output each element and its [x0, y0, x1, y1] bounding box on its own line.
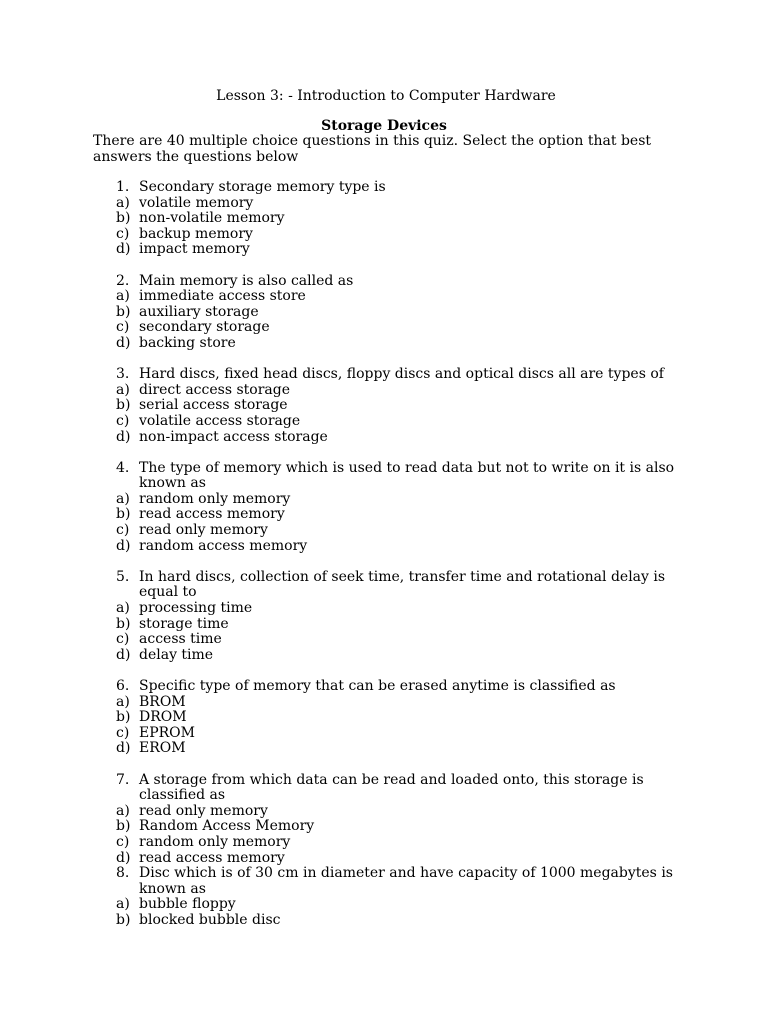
option-text: secondary storage	[139, 319, 270, 336]
question-number: 7.	[116, 771, 130, 788]
answer-option	[0, 523, 768, 539]
option-label: a)	[116, 802, 130, 819]
answer-option	[0, 305, 768, 321]
option-text: non-impact access storage	[139, 428, 328, 445]
answer-option	[0, 398, 768, 414]
answer-option	[0, 227, 768, 243]
intro-text: There are 40 multiple choice questions in this quiz. Select the option that best answers the questions below	[93, 133, 652, 165]
question-number: 8.	[116, 865, 130, 882]
question-text: Main memory is also called as	[139, 272, 354, 289]
answer-option	[0, 804, 768, 820]
option-text: delay time	[139, 646, 214, 663]
answer-option	[0, 383, 768, 399]
option-label: b)	[116, 709, 131, 726]
lesson-title: Lesson 3: - Introduction to Computer Hardware	[216, 88, 556, 104]
option-label: c)	[116, 724, 130, 741]
question-number: 5.	[116, 568, 130, 585]
option-label: b)	[116, 397, 131, 414]
question-stem	[0, 274, 768, 290]
question-text: The type of memory which is used to read data but not to write on it is also known as	[139, 459, 675, 492]
option-label: b)	[116, 303, 131, 320]
question-text: In hard discs, collection of seek time, transfer time and rotational delay is equal to	[139, 568, 666, 601]
option-text: read access memory	[139, 506, 285, 523]
question-number: 6.	[116, 678, 130, 694]
question-3	[0, 367, 768, 445]
question-number: 1.	[116, 179, 130, 195]
option-label: d)	[116, 537, 131, 554]
option-label: a)	[116, 896, 130, 913]
option-text: read only memory	[139, 522, 268, 539]
answer-option	[0, 648, 768, 664]
answer-option	[0, 539, 768, 555]
answer-option	[0, 710, 768, 726]
option-text: storage time	[139, 615, 229, 632]
option-text: serial access storage	[139, 397, 288, 414]
option-label: c)	[116, 225, 130, 242]
question-stem	[0, 461, 768, 492]
question-text: Hard discs, fixed head discs, floppy discs and optical discs all are types of	[139, 366, 664, 383]
option-label: c)	[116, 833, 130, 850]
option-label: b)	[116, 818, 131, 835]
answer-option	[0, 336, 768, 352]
option-text: volatile memory	[139, 194, 254, 211]
answer-option	[0, 851, 768, 867]
option-label: b)	[116, 911, 131, 928]
question-stem	[0, 866, 768, 897]
option-text: read only memory	[139, 802, 268, 819]
answer-option	[0, 897, 768, 913]
question-number: 4.	[116, 459, 130, 476]
option-text: processing time	[139, 600, 253, 617]
answer-option	[0, 601, 768, 617]
answer-option	[0, 507, 768, 523]
option-text: Random Access Memory	[139, 818, 315, 835]
option-text: DROM	[139, 709, 187, 726]
option-text: immediate access store	[139, 288, 306, 305]
question-stem	[0, 180, 768, 196]
question-number: 2.	[116, 272, 130, 289]
option-text: random only memory	[139, 490, 291, 507]
option-text: bubble floppy	[139, 896, 236, 913]
option-label: a)	[116, 600, 130, 617]
option-text: read access memory	[139, 849, 285, 866]
option-label: a)	[116, 381, 130, 398]
option-label: b)	[116, 506, 131, 523]
question-1	[0, 180, 768, 258]
option-text: backing store	[139, 334, 236, 351]
option-text: blocked bubble disc	[139, 911, 281, 928]
question-8	[0, 866, 768, 928]
answer-option	[0, 819, 768, 835]
question-text: Secondary storage memory type is	[139, 179, 386, 195]
option-label: a)	[116, 288, 130, 305]
question-7	[0, 773, 768, 867]
option-text: direct access storage	[139, 381, 290, 398]
option-label: d)	[116, 646, 131, 663]
question-stem	[0, 367, 768, 383]
option-label: c)	[116, 631, 130, 648]
option-label: d)	[116, 241, 131, 258]
answer-option	[0, 617, 768, 633]
question-number: 3.	[116, 366, 130, 383]
question-text: Specific type of memory that can be erased anytime is classified as	[139, 678, 616, 694]
question-text: A storage from which data can be read and loaded onto, this storage is classified as	[139, 771, 644, 804]
answer-option	[0, 211, 768, 227]
answer-option	[0, 196, 768, 212]
option-label: a)	[116, 194, 130, 211]
section-title: Storage Devices	[321, 118, 447, 134]
question-6	[0, 679, 768, 757]
option-text: random only memory	[139, 833, 291, 850]
question-list	[0, 180, 768, 944]
option-label: c)	[116, 319, 130, 336]
option-text: volatile access storage	[139, 412, 301, 429]
option-label: b)	[116, 210, 131, 227]
answer-option	[0, 695, 768, 711]
question-stem	[0, 773, 768, 804]
option-text: impact memory	[139, 241, 250, 258]
option-label: b)	[116, 615, 131, 632]
option-text: non-volatile memory	[139, 210, 285, 227]
option-label: d)	[116, 849, 131, 866]
option-text: auxiliary storage	[139, 303, 259, 320]
answer-option	[0, 320, 768, 336]
answer-option	[0, 632, 768, 648]
option-label: c)	[116, 412, 130, 429]
question-2	[0, 274, 768, 352]
option-text: EPROM	[139, 724, 195, 741]
answer-option	[0, 430, 768, 446]
answer-option	[0, 741, 768, 757]
option-text: random access memory	[139, 537, 308, 554]
question-stem	[0, 570, 768, 601]
option-label: a)	[116, 490, 130, 507]
answer-option	[0, 289, 768, 305]
question-stem	[0, 679, 768, 695]
answer-option	[0, 242, 768, 258]
answer-option	[0, 414, 768, 430]
option-label: d)	[116, 334, 131, 351]
option-text: backup memory	[139, 225, 253, 242]
option-text: access time	[139, 631, 222, 648]
option-label: c)	[116, 522, 130, 539]
question-4	[0, 461, 768, 555]
answer-option	[0, 913, 768, 929]
option-label: a)	[116, 693, 130, 710]
answer-option	[0, 726, 768, 742]
option-label: d)	[116, 428, 131, 445]
question-5	[0, 570, 768, 664]
option-label: d)	[116, 740, 131, 757]
answer-option	[0, 492, 768, 508]
option-text: EROM	[139, 740, 186, 757]
question-text: Disc which is of 30 cm in diameter and have capacity of 1000 megabytes is known as	[139, 865, 673, 897]
option-text: BROM	[139, 693, 186, 710]
answer-option	[0, 835, 768, 851]
